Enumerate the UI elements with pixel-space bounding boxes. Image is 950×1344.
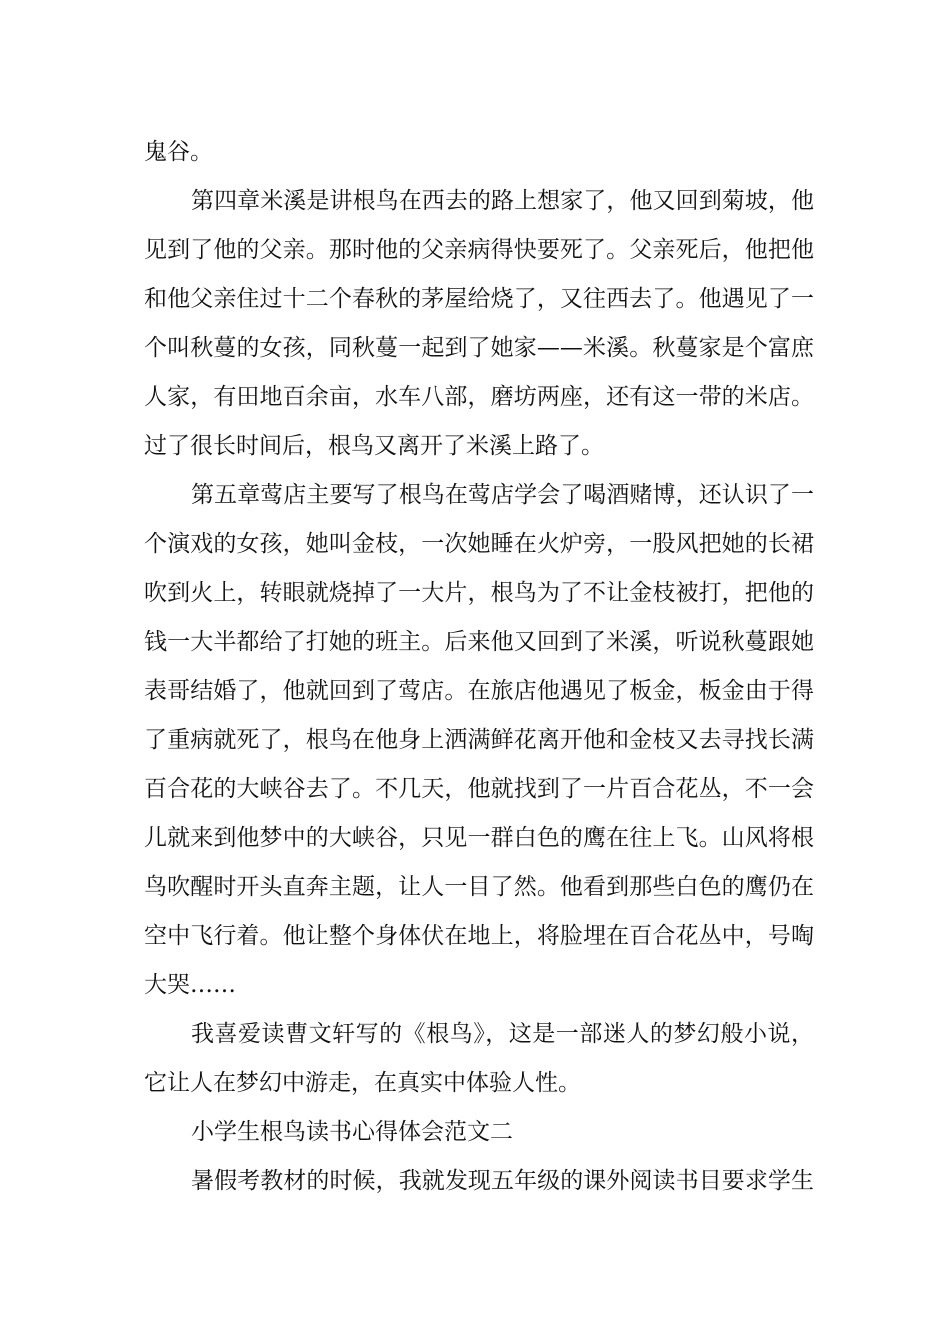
text-line-17: 空中飞行着。他让整个身体伏在地上，将脸埋在百合花丛中，号啕	[144, 923, 814, 949]
text-line-14: 百合花的大峡谷去了。不几天，他就找到了一片百合花丛，不一会	[144, 776, 814, 802]
text-line-6: 人家，有田地百余亩，水车八部，磨坊两座，还有这一带的米店。	[144, 384, 814, 410]
text-line-19: 我喜爱读曹文轩写的《根鸟》，这是一部迷人的梦幻般小说，	[191, 1021, 814, 1047]
text-line-13: 了重病就死了，根鸟在他身上洒满鲜花离开他和金枝又去寻找长满	[144, 727, 814, 753]
text-line-18: 大哭……	[144, 972, 236, 998]
text-line-4: 和他父亲住过十二个春秋的茅屋给烧了，又往西去了。他遇见了一	[144, 286, 814, 312]
text-line-1: 鬼谷。	[144, 139, 213, 165]
text-line-15: 儿就来到他梦中的大峡谷，只见一群白色的鹰在往上飞。山风将根	[144, 825, 814, 851]
text-line-22: 暑假考教材的时候，我就发现五年级的课外阅读书目要求学生	[191, 1168, 814, 1194]
text-line-9: 个演戏的女孩，她叫金枝，一次她睡在火炉旁，一股风把她的长裙	[144, 531, 814, 557]
section-heading: 小学生根鸟读书心得体会范文二	[191, 1119, 513, 1145]
text-line-8: 第五章莺店主要写了根鸟在莺店学会了喝酒赌博，还认识了一	[191, 482, 814, 508]
text-line-2: 第四章米溪是讲根鸟在西去的路上想家了，他又回到菊坡，他	[191, 188, 814, 214]
text-line-11: 钱一大半都给了打她的班主。后来他又回到了米溪，听说秋蔓跟她	[144, 629, 814, 655]
text-line-10: 吹到火上，转眼就烧掉了一大片，根鸟为了不让金枝被打，把他的	[144, 580, 814, 606]
text-line-5: 个叫秋蔓的女孩，同秋蔓一起到了她家——米溪。秋蔓家是个富庶	[144, 335, 814, 361]
text-line-12: 表哥结婚了，他就回到了莺店。在旅店他遇见了板金，板金由于得	[144, 678, 814, 704]
text-line-20: 它让人在梦幻中游走，在真实中体验人性。	[144, 1070, 581, 1096]
text-line-3: 见到了他的父亲。那时他的父亲病得快要死了。父亲死后，他把他	[144, 237, 814, 263]
document-body	[144, 128, 814, 1206]
text-line-16: 鸟吹醒时开头直奔主题，让人一目了然。他看到那些白色的鹰仍在	[144, 874, 814, 900]
text-line-7: 过了很长时间后，根鸟又离开了米溪上路了。	[144, 433, 604, 459]
